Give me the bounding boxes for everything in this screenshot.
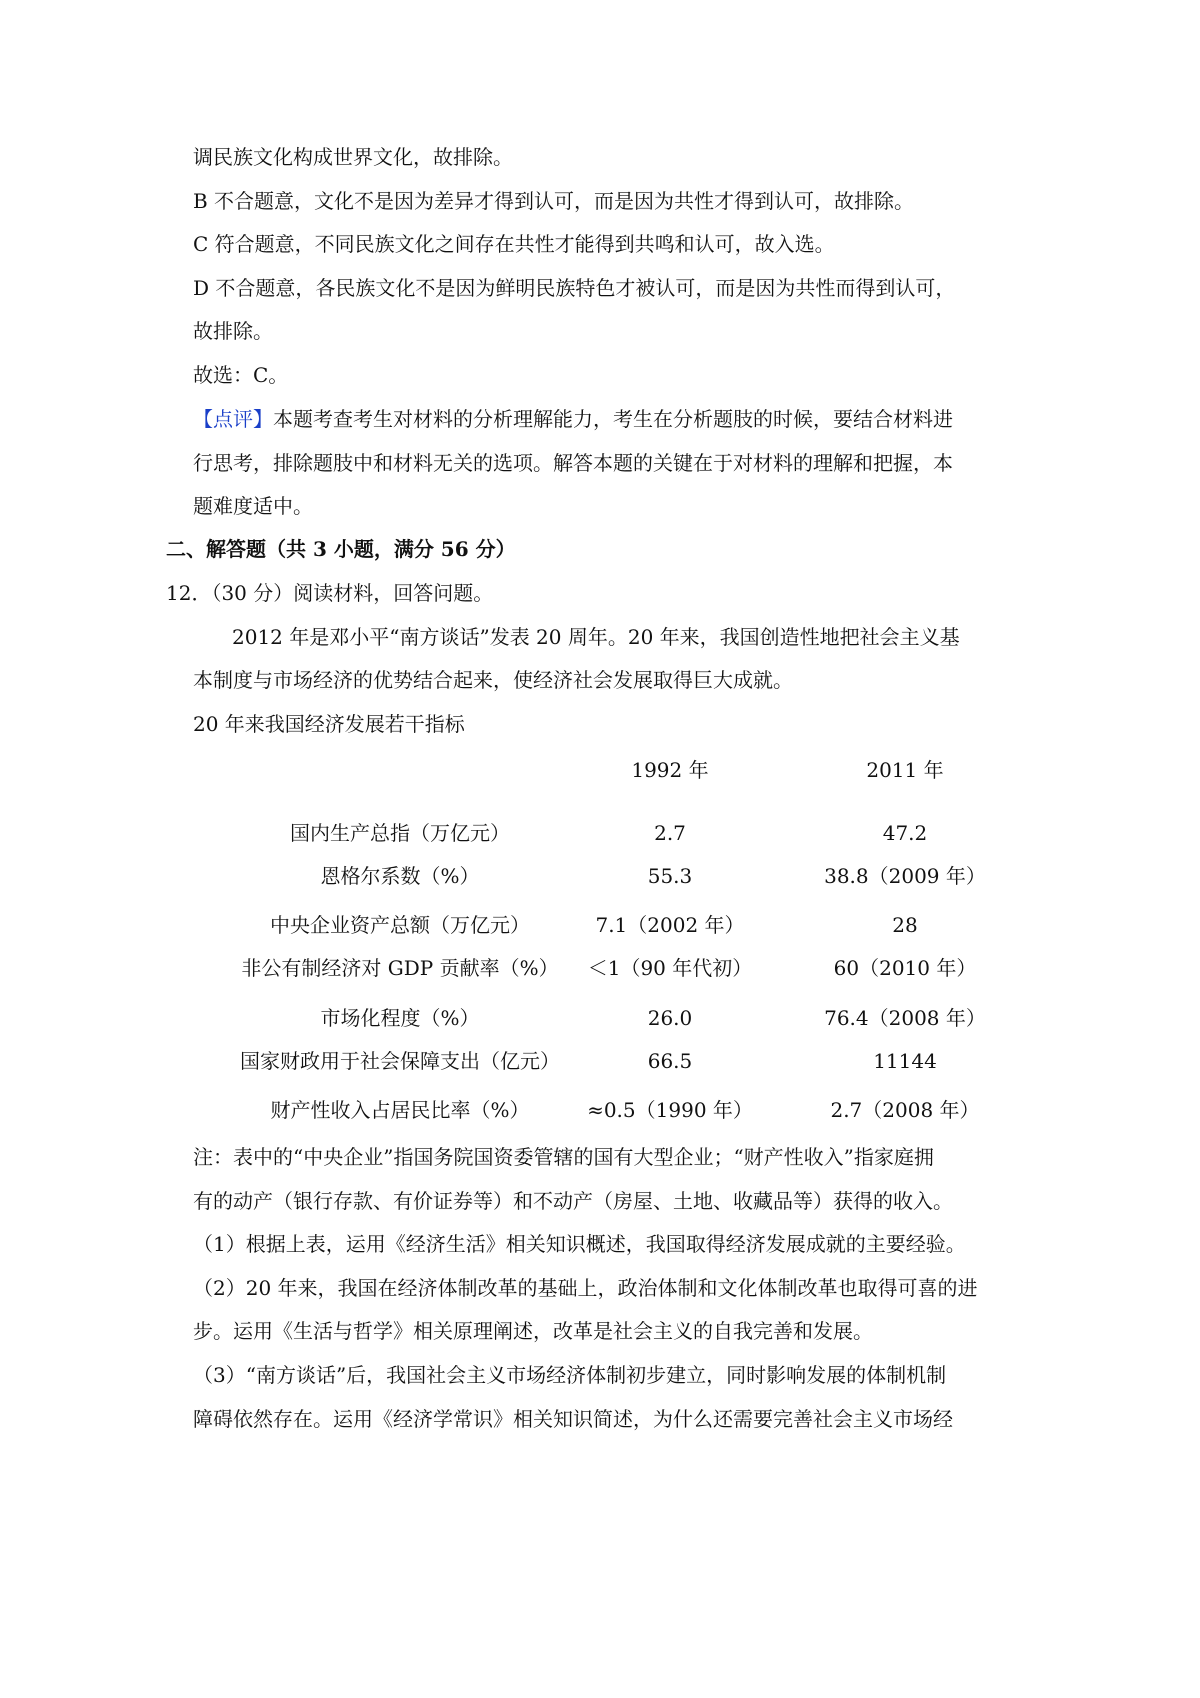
table-cell: 47.2 [882, 821, 928, 845]
sub-question-2: （2）20 年来，我国在经济体制改革的基础上，政治体制和文化体制改革也取得可喜的进 [193, 1276, 978, 1300]
comment-line: 行思考，排除题肢中和材料无关的选项。解答本题的关键在于对材料的理解和把握，本 [193, 451, 953, 475]
table-cell: 财产性收入占居民比率（%） [270, 1098, 530, 1122]
material-paragraph: 2012 年是邓小平“南方谈话”发表 20 周年。20 年来，我国创造性地把社会主义基 [232, 625, 960, 649]
table-row [0, 910, 1200, 940]
table-cell: 28 [892, 913, 918, 937]
option-d-analysis-cont: 故排除。 [193, 319, 273, 343]
table-title: 20 年来我国经济发展若干指标 [193, 712, 465, 736]
analysis-line: 调民族文化构成世界文化，故排除。 [193, 145, 513, 169]
table-cell: 国内生产总指（万亿元） [290, 821, 510, 845]
comment-text: 本题考查考生对材料的分析理解能力，考生在分析题肢的时候，要结合材料进 [273, 407, 953, 431]
table-cell: 市场化程度（%） [320, 1006, 480, 1030]
question-header: 12．（30 分）阅读材料，回答问题。 [166, 581, 494, 605]
table-cell: 2.7（2008 年） [830, 1098, 980, 1122]
table-row [0, 1003, 1200, 1033]
sub-question-3: （3）“南方谈话”后，我国社会主义市场经济体制初步建立，同时影响发展的体制机制 [193, 1363, 947, 1387]
table-row [0, 1095, 1200, 1125]
answer-line: 故选：C。 [193, 363, 289, 387]
table-cell: 恩格尔系数（%） [320, 864, 480, 888]
comment-tag: 【点评】 [193, 407, 273, 431]
sub-question-3-cont: 障碍依然存在。运用《经济学常识》相关知识简述，为什么还需要完善社会主义市场经 [193, 1407, 953, 1431]
sub-question-2-cont: 步。运用《生活与哲学》相关原理阐述，改革是社会主义的自我完善和发展。 [193, 1319, 873, 1343]
table-cell: ≈0.5（1990 年） [587, 1098, 753, 1122]
table-row [0, 861, 1200, 891]
table-row [0, 818, 1200, 848]
table-cell: 中央企业资产总额（万亿元） [270, 913, 530, 937]
table-row [0, 953, 1200, 983]
table-note-cont: 有的动产（银行存款、有价证券等）和不动产（房屋、土地、收藏品等）获得的收入。 [193, 1189, 953, 1213]
table-cell: 非公有制经济对 GDP 贡献率（%） [241, 956, 559, 980]
table-cell: 2.7 [654, 821, 686, 845]
table-cell: 55.3 [647, 864, 693, 888]
table-cell: 76.4（2008 年） [824, 1006, 986, 1030]
table-cell: ＜1（90 年代初） [587, 956, 753, 980]
table-cell: 11144 [873, 1049, 937, 1073]
option-c-analysis: C 符合题意，不同民族文化之间存在共性才能得到共鸣和认可，故入选。 [193, 232, 835, 256]
section-heading: 二、解答题（共 3 小题，满分 56 分） [166, 537, 516, 561]
table-header-cell: 1992 年 [631, 758, 709, 782]
table-note: 注：表中的“中央企业”指国务院国资委管辖的国有大型企业；“财产性收入”指家庭拥 [193, 1145, 934, 1169]
table-cell: 60（2010 年） [833, 956, 977, 980]
table-cell: 26.0 [647, 1006, 693, 1030]
sub-question-1: （1）根据上表，运用《经济生活》相关知识概述，我国取得经济发展成就的主要经验。 [193, 1232, 966, 1256]
table-cell: 国家财政用于社会保障支出（亿元） [240, 1049, 560, 1073]
table-header-row [0, 755, 1200, 785]
table-header-cell: 2011 年 [866, 758, 944, 782]
table-cell: 38.8（2009 年） [824, 864, 986, 888]
comment-paragraph [193, 405, 953, 433]
option-d-analysis: D 不合题意，各民族文化不是因为鲜明民族特色才被认可，而是因为共性而得到认可， [193, 276, 956, 300]
table-cell: 7.1（2002 年） [595, 913, 745, 937]
option-b-analysis: B 不合题意，文化不是因为差异才得到认可，而是因为共性才得到认可，故排除。 [193, 189, 915, 213]
table-row [0, 1046, 1200, 1076]
material-paragraph-cont: 本制度与市场经济的优势结合起来，使经济社会发展取得巨大成就。 [193, 668, 793, 692]
comment-line: 题难度适中。 [193, 494, 313, 518]
table-cell: 66.5 [647, 1049, 693, 1073]
